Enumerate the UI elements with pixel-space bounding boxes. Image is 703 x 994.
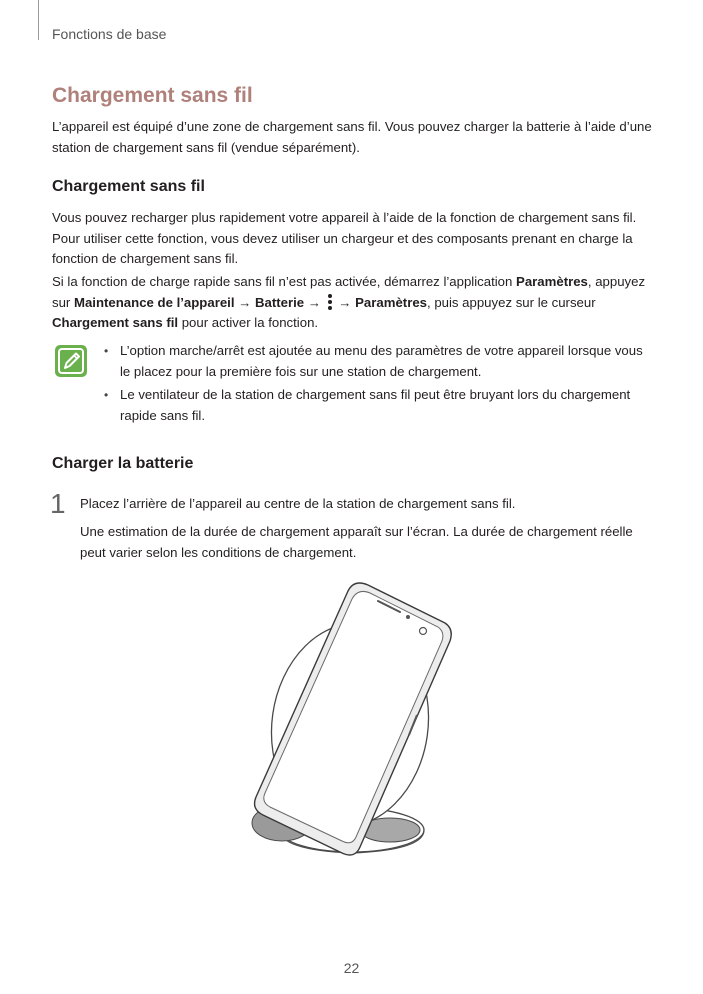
instr-device-care: Maintenance de l’appareil [73,294,235,310]
note-text: L’option marche/arrêt est ajoutée au menu des paramètres de votre appareil lorsque vous le placez pour la première fois sur une station de chargement. [120,343,643,379]
instr-text-4: pour activer la fonction. [178,315,319,330]
bullet-marker: • [104,388,109,402]
intro-paragraph: L’appareil est équipé d’une zone de chargement sans fil. Vous pouvez charger la batterie à l’aide d’une station de chargement sans fil (vendue séparément). [52,119,652,155]
wireless-paragraph: Vous pouvez recharger plus rapidement votre appareil à l’aide de la fonction de chargement sans fil. Pour utiliser cette fonction, vous devez utiliser un chargeur et des composants prenant en charge la fonction de chargement sans fil. [52,210,637,266]
page-number: 22 [343,960,360,976]
instructions-paragraph [52,272,652,334]
instr-arrow-2: → [304,294,325,310]
more-options-icon [327,293,333,311]
note-pencil-icon [54,344,88,378]
note-item [100,341,652,382]
step-text: Placez l’arrière de l’appareil au centre de la station de chargement sans fil. [80,496,516,511]
instr-battery: Batterie [255,294,305,310]
instr-text-1: Si la fonction de charge rapide sans fil n’est pas activée, démarrez l’application [52,274,517,289]
step-detail: Une estimation de la durée de chargement apparaît sur l’écran. La durée de chargement réelle peut varier selon les conditions de chargement. [80,524,633,560]
instr-arrow-1: → [234,294,255,310]
header-rule [38,0,39,40]
wireless-charger-illustration [240,575,465,865]
note-item [100,385,652,426]
step-number: 1 [50,488,66,519]
instr-text-2: , appuyez sur [52,274,646,310]
note-text: Le ventilateur de la station de chargement sans fil peut être bruyant lors du chargement rapide sans fil. [120,387,631,423]
instr-settings: Paramètres [516,274,588,289]
section-heading-wireless: Chargement sans fil [52,178,205,195]
page-title: Chargement sans fil [52,84,253,107]
note-list [100,341,652,429]
bullet-marker: • [104,344,109,358]
instr-text-3: , puis appuyez sur le curseur [427,294,596,310]
instr-arrow-3: → [334,294,356,310]
section-heading-charge: Charger la batterie [52,455,194,472]
instr-settings-2: Paramètres [355,294,427,310]
section-header: Fonctions de base [52,26,167,42]
instr-wireless-toggle: Chargement sans fil [52,315,179,330]
